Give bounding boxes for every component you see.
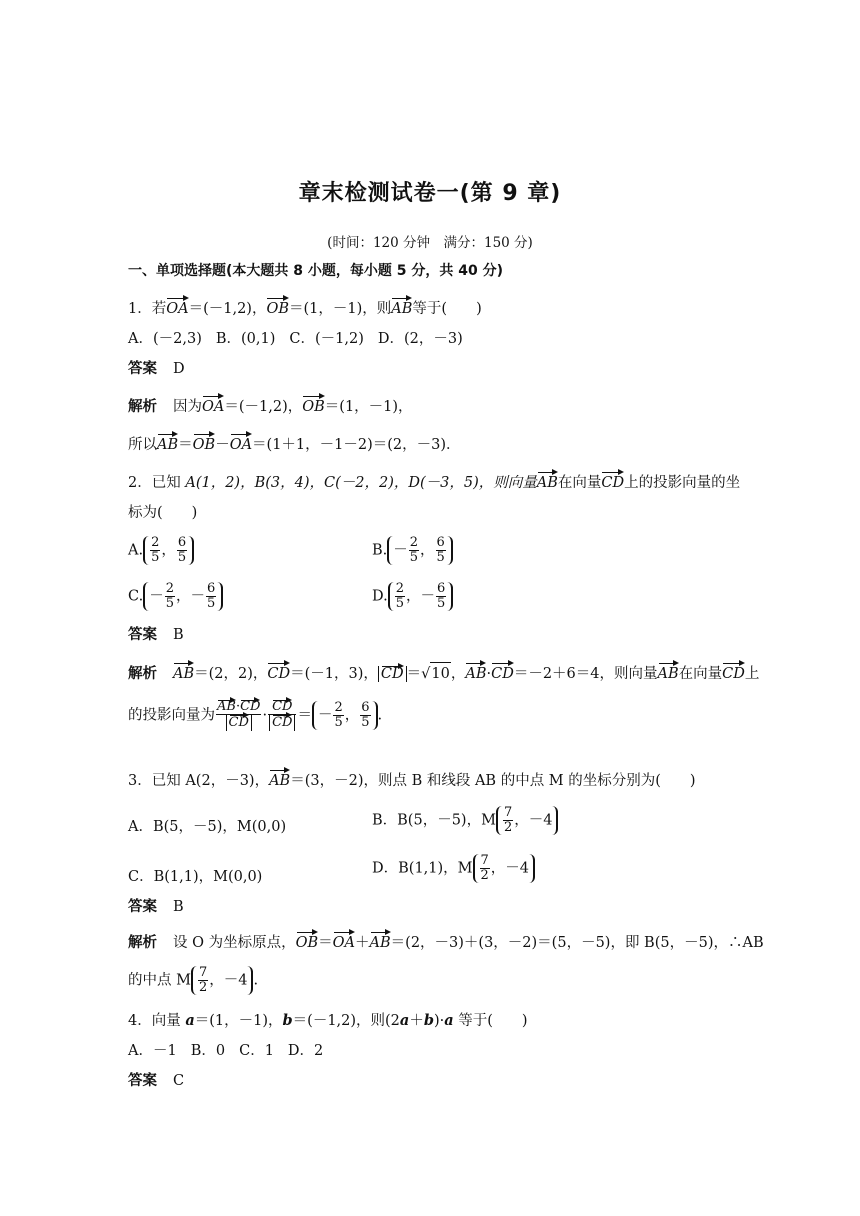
analysis-3-line-1: 解析 设 O 为坐标原点，OB＝OA＋AB＝(2，－3)＋(3，－2)＝(5，－5)，即 B(5，－5)，∴AB [128,932,764,954]
vector-oa: OA [166,298,188,320]
question-3-option-a: A．B(5，－5)，M(0,0) [128,819,287,835]
page-title: 章末检测试卷一(第 9 章) [298,181,562,206]
option-a: A．－1 [128,1043,177,1059]
question-4: 4．向量 a＝(1，－1)，b＝(－1,2)，则(2a＋b)·a 等于( ) [128,1012,528,1029]
option-b: B．(0,1) [215,331,276,347]
question-3-option-b: B．B(5，－5)，M $\frac{7}{2}$ ，－4 [372,806,558,835]
question-3-option-c: C．B(1,1)，M(0,0) [128,869,263,885]
question-2: 2．已知 A(1，2)，B(3，4)，C(－2，2)，D(－3，5)，则向量AB在向量CD上的投影向量的坐 [128,472,740,494]
vector-ob: OB [266,298,289,320]
option-c: C．(－1,2) [289,331,364,347]
answer-4: 答案 C [128,1073,185,1089]
option-c: C．1 [239,1043,274,1059]
analysis-1-line-1: 解析 因为OA＝(－1,2)，OB＝(1，－1)， [128,396,413,418]
section-heading: 一、单项选择题(本大题共 8 小题，每小题 5 分，共 40 分) [128,263,504,279]
answer-2: 答案 B [128,627,184,643]
vector-ab: AB [391,298,412,320]
option-b: B．0 [190,1043,226,1059]
option-d: D．2 [287,1043,324,1059]
question-2-cont: 标为( ) [128,505,198,521]
analysis-2-line-1: 解析 AB＝(2，2)，CD＝(－1，3)， CD ＝√10，AB·CD＝－2＋6＝4，则向量AB在向量CD上 [128,662,759,685]
analysis-3-line-2: 的中点 M $\frac{7}{2}$ ，－4 . [128,965,259,995]
question-1: 1．若OA＝(－1,2)，OB＝(1，－1)，则AB等于( ) [128,298,482,320]
option-d: D．(2，－3) [377,331,463,347]
answer-3: 答案 B [128,899,184,915]
exam-subtitle: (时间：120 分钟 满分：150 分) [327,235,533,251]
question-2-option-b: B. － $\frac{2}{5}$ ， $\frac{6}{5}$ [372,536,453,565]
analysis-1-line-2: 所以AB＝OB－OA＝(1＋1，－1－2)＝(2，－3)． [128,434,461,456]
question-4-options [128,1040,337,1062]
question-1-options [128,328,477,350]
question-2-option-c: C. － $\frac{2}{5}$ ，－ $\frac{6}{5}$ [128,582,223,611]
question-3: 3．已知 A(2，－3)，AB＝(3，－2)，则点 B 和线段 AB 的中点 M 的坐标分别为( ) [128,770,696,792]
answer-1: 答案 D [128,361,185,377]
analysis-2-line-2: 的投影向量为 $\frac{AB\cdot CD}{CD}$ · $\frac{CD}{CD}$ ＝ － $\frac{2}{5}$ ， $\frac{6}{5}$ . [128,699,383,730]
question-2-option-a: A. $\frac{2}{5}$ ， $\frac{6}{5}$ [128,536,194,565]
question-3-option-d: D．B(1,1)，M $\frac{7}{2}$ ，－4 [372,854,535,883]
option-a: A．(－2,3) [128,331,202,347]
question-2-option-d: D. $\frac{2}{5}$ ，－ $\frac{6}{5}$ [372,582,453,611]
